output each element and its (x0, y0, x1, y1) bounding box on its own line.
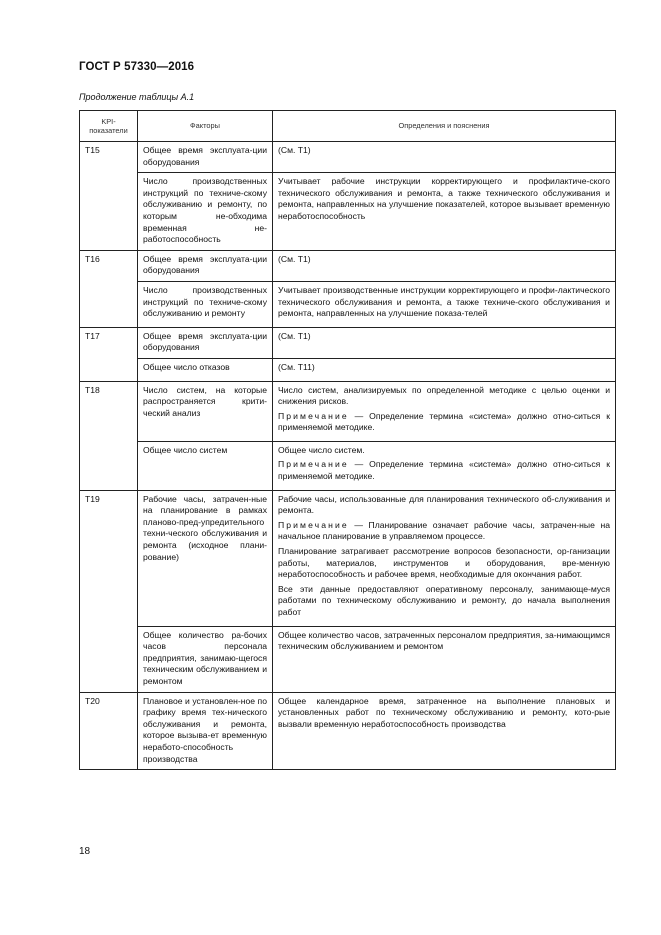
note-text: — Определение термина «система» должно отно-ситься к применяемой методике. (278, 410, 610, 433)
description-cell (273, 142, 616, 173)
table-row (80, 441, 616, 490)
note (278, 520, 610, 543)
table-row (80, 381, 616, 441)
kpi-id-cell: T18 (80, 381, 138, 490)
table-row (80, 358, 616, 381)
factor-cell: Плановое и установлен-ное по графику время тех-нического обслуживания и ремонта, которое вызыва-ет временную неработо-способность производства (138, 692, 273, 770)
table-header-row (80, 111, 616, 142)
description-cell (273, 281, 616, 327)
description-cell (273, 692, 616, 770)
description-cell (273, 441, 616, 490)
standard-code: ГОСТ Р 57330—2016 (79, 61, 195, 73)
kpi-id-cell: T19 (80, 490, 138, 692)
factor-cell: Общее время эксплуата-ции оборудования (138, 327, 273, 358)
table-row (80, 327, 616, 358)
column-header-kpi: KPI-показатели (80, 111, 138, 142)
kpi-table (79, 110, 616, 770)
description-cell (273, 381, 616, 441)
page-number: 18 (79, 846, 91, 857)
description-text: Все эти данные предоставляют оперативному персоналу, занимающе-муся работами по техническому обслуживанию и ремонту, до начала выполнения работ (278, 583, 610, 617)
table-row (80, 626, 616, 692)
factor-cell: Число производственных инструкций по техниче-скому обслуживанию и ремонту, по которым не-обходима временная не-работоспособность (138, 173, 273, 251)
table-row (80, 692, 616, 770)
description-cell (273, 626, 616, 692)
description-cell (273, 327, 616, 358)
note (278, 411, 610, 434)
note-label: Примечание (278, 519, 349, 530)
kpi-id-cell: T15 (80, 142, 138, 251)
table-row (80, 490, 616, 626)
note-label: Примечание (278, 459, 349, 470)
description-text: Общее календарное время, затраченное на выполнение плановых и установленных работ по техническому обслуживанию и ремонту, кото-рые вызвали временную неработоспособность производства (278, 695, 610, 729)
description-text: Рабочие часы, использованные для планирования технического об-служивания и ремонта. (278, 493, 610, 516)
description-text: (См. Т1) (278, 330, 311, 341)
description-text: Планирование затрагивает рассмотрение вопросов безопасности, ор-ганизации работы, материалов, инструментов и оборудования, вре-менную неработоспособность и рабочее время, необходимые для окончания работ. (278, 546, 610, 580)
note (278, 459, 610, 482)
description-text: (См. Т1) (278, 253, 311, 264)
table-row (80, 281, 616, 327)
note-text: — Определение термина «система» должно отно-ситься к применяемой методике. (278, 459, 610, 482)
note-label: Примечание (278, 410, 349, 421)
description-cell (273, 490, 616, 626)
description-text: Учитывает производственные инструкции корректирующего и профи-лактического технического обслуживания и ремонта, а также техниче-ского обслуживания и ремонта, направленных на улучшение показа-телей (278, 284, 610, 319)
factor-cell: Общее число систем (138, 441, 273, 490)
kpi-id-cell: T20 (80, 692, 138, 770)
description-cell (273, 250, 616, 281)
table-row (80, 142, 616, 173)
factor-cell: Общее число отказов (138, 358, 273, 381)
kpi-id-cell: T16 (80, 250, 138, 327)
description-cell (273, 173, 616, 251)
description-text: (См. Т1) (278, 145, 311, 155)
description-text: (См. Т11) (278, 361, 315, 372)
column-header-definitions: Определения и пояснения (273, 111, 616, 142)
factor-cell: Общее время эксплуата-ции оборудования (138, 142, 273, 173)
description-text: Общее количество часов, затраченных персоналом предприятия, за-нимающимся техническим обслуживанием и ремонтом (278, 629, 610, 652)
factor-cell: Число систем, на которые распространяется крити-ческий анализ (138, 381, 273, 441)
note-text: — Планирование означает рабочие часы, затрачен-ные на начальное планирование в управляемом процессе. (278, 519, 610, 542)
table-row (80, 173, 616, 251)
table-caption: Продолжение таблицы А.1 (79, 92, 195, 102)
kpi-id-cell: T17 (80, 327, 138, 381)
factor-cell: Число производственных инструкций по техниче-скому обслуживанию и ремонту (138, 281, 273, 327)
table-row (80, 250, 616, 281)
factor-cell: Рабочие часы, затрачен-ные на планирование в рамках планово-пред-упредительного техни-ческого обслуживания и ремонта (исходное плани-рование) (138, 490, 273, 626)
factor-cell: Общее время эксплуата-ции оборудования (138, 250, 273, 281)
description-text: Учитывает рабочие инструкции корректирующего и профилактиче-ского технического обслуживания и ремонта, а также технического обслуживания и ремонта, направленных на улучшение показателей, которое вызывает временную неработоспособность (278, 176, 610, 221)
column-header-factors: Факторы (138, 111, 273, 142)
factor-cell: Общее количество ра-бочих часов персонала предприятия, занимаю-щегося техническим обслуживанием и ремонтом (138, 626, 273, 692)
description-cell (273, 358, 616, 381)
description-text: Число систем, анализируемых по определенной методике с целью оценки и снижения рисков. (278, 384, 610, 407)
description-text: Общее число систем. (278, 444, 365, 455)
